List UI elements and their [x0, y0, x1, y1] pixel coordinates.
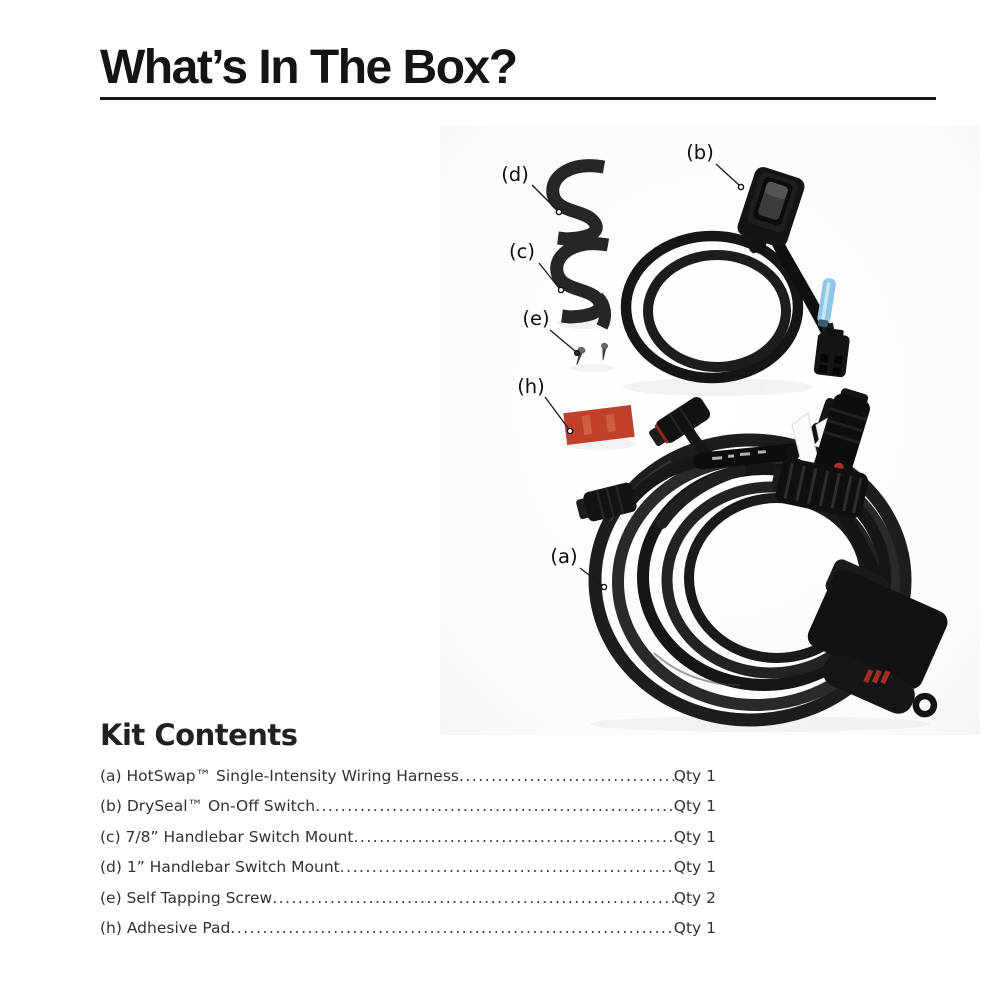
kit-item-row — [100, 913, 716, 943]
dot-leader — [272, 883, 674, 913]
part-label-h: (h) — [517, 375, 545, 398]
kit-item-row — [100, 761, 716, 791]
dot-leader — [230, 913, 673, 943]
kit-item-qty: Qty 1 — [673, 827, 716, 846]
kit-item-qty: Qty 1 — [673, 858, 716, 877]
title-divider — [100, 97, 936, 100]
kit-item-label: (b) DrySeal™ On-Off Switch — [100, 797, 316, 816]
part-label-c: (c) — [509, 240, 535, 263]
dot-leader — [459, 761, 674, 791]
product-photo — [440, 125, 980, 735]
kit-contents-heading: Kit Contents — [100, 718, 298, 752]
kit-item-qty: Qty 2 — [673, 888, 716, 907]
part-label-e: (e) — [522, 307, 550, 330]
kit-item-qty: Qty 1 — [673, 767, 716, 785]
kit-item-row — [100, 852, 716, 882]
kit-item-label: (h) Adhesive Pad — [100, 918, 231, 937]
kit-item-row — [100, 822, 716, 852]
kit-item-label: (d) 1” Handlebar Switch Mount — [100, 858, 340, 877]
kit-item-row — [100, 791, 716, 821]
kit-item-row — [100, 883, 716, 913]
dot-leader — [340, 852, 674, 882]
part-label-d: (d) — [501, 163, 529, 186]
kit-item-qty: Qty 1 — [673, 918, 716, 937]
kit-item-label: (e) Self Tapping Screw — [100, 888, 273, 907]
kit-contents-list — [100, 761, 716, 943]
dot-leader — [315, 791, 674, 821]
kit-item-qty: Qty 1 — [673, 797, 716, 816]
part-label-b: (b) — [686, 141, 714, 164]
kit-item-label: (c) 7/8” Handlebar Switch Mount — [100, 827, 354, 846]
dot-leader — [354, 822, 674, 852]
page-title: What’s In The Box? — [100, 41, 517, 94]
part-label-a: (a) — [550, 545, 578, 568]
kit-item-label: (a) HotSwap™ Single-Intensity Wiring Harness — [100, 767, 459, 785]
